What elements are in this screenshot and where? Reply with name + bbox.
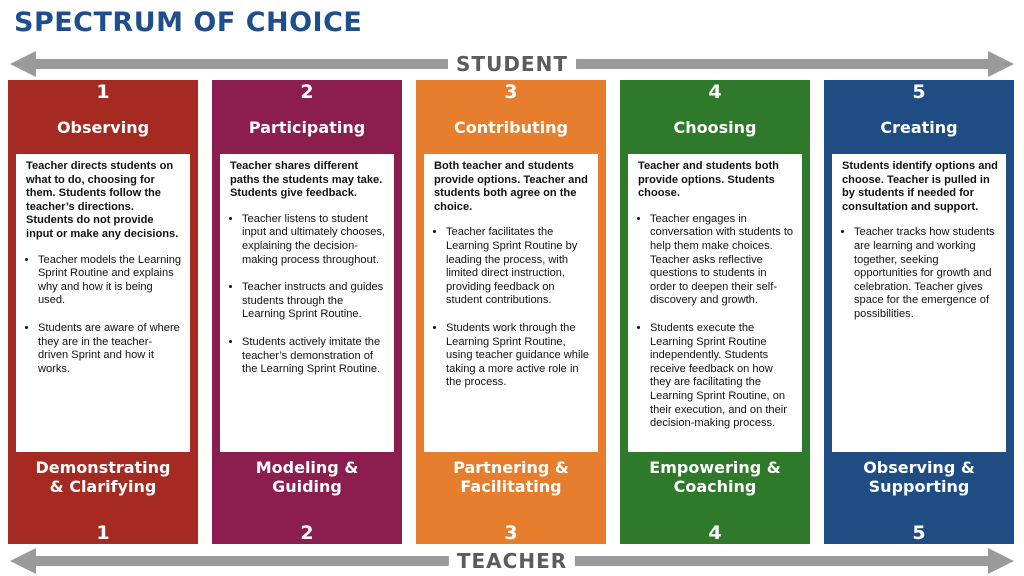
teacher-role-heading: Observing & Supporting	[863, 458, 975, 496]
bullet-item: • Teacher facilitates the Learning Sprint Routine by leading the process, with limited direct instruction, providing feedback on student contributions.	[446, 226, 590, 308]
student-label: STUDENT	[448, 49, 576, 79]
intro-text: Both teacher and students provide options. Teacher and students both agree on the choice.	[434, 160, 588, 213]
bullet-item: • Students actively imitate the teacher’s demonstration of the Learning Sprint Routine.	[242, 336, 386, 377]
column-number-bottom: 3	[504, 522, 518, 544]
intro-text: Teacher and students both provide options. Students choose.	[638, 160, 779, 200]
student-role-heading: Choosing	[673, 118, 757, 137]
description-box	[832, 154, 1006, 452]
bullet-item: • Students are aware of where they are in the teacher-driven Sprint and how it works.	[38, 322, 182, 376]
column-number-bottom: 4	[708, 522, 722, 544]
teacher-role-heading: Empowering & Coaching	[649, 458, 781, 496]
bullet-item: • Students execute the Learning Sprint Routine independently. Students receive feedback on how they are facilitating the Learning Sprint Routine, on their execution, and on their decision-making process.	[650, 322, 794, 431]
student-role-heading: Observing	[56, 118, 150, 137]
teacher-label: TEACHER	[449, 546, 575, 576]
student-arrow	[10, 49, 1014, 79]
teacher-role-heading: Modeling & Guiding	[255, 458, 359, 496]
column-5	[824, 80, 1014, 544]
description-box	[220, 154, 394, 452]
column-number-bottom: 5	[912, 522, 926, 544]
teacher-arrow	[10, 546, 1014, 576]
column-2	[212, 80, 402, 544]
bullet-item: • Students work through the Learning Sprint Routine, using teacher guidance while taking a more active role in the process.	[446, 322, 590, 390]
student-role-heading: Creating	[880, 118, 958, 137]
description-box	[628, 154, 802, 452]
description-box	[16, 154, 190, 452]
intro-text: Teacher directs students on what to do, choosing for them. Students follow the teacher’s directions. Students do not provide input or make any decisions.	[26, 160, 179, 240]
column-number-top: 5	[912, 81, 926, 103]
column-4	[620, 80, 810, 544]
column-3	[416, 80, 606, 544]
column-number-top: 4	[708, 81, 722, 103]
column-1	[8, 80, 198, 544]
page-title: SPECTRUM OF CHOICE	[14, 7, 363, 38]
bullet-item: • Teacher tracks how students are learning and working together, seeking opportunities for growth and celebration. Teacher gives space for the emergence of possibilities.	[854, 226, 998, 321]
column-number-bottom: 2	[300, 522, 314, 544]
description-box	[424, 154, 598, 452]
bullet-item: • Teacher listens to student input and ultimately chooses, explaining the decision-making process throughout.	[242, 213, 386, 267]
student-role-heading: Participating	[248, 118, 366, 137]
column-number-bottom: 1	[96, 522, 110, 544]
bullet-item: • Teacher instructs and guides students through the Learning Sprint Routine.	[242, 281, 386, 322]
intro-text: Teacher shares different paths the students may take. Students give feedback.	[230, 160, 383, 200]
bullet-item: • Teacher models the Learning Sprint Routine and explains why and how it is being used.	[38, 254, 182, 308]
intro-text: Students identify options and choose. Teacher is pulled in by students if needed for consultation and support.	[842, 160, 998, 213]
teacher-role-heading: Partnering & Facilitating	[453, 458, 569, 496]
student-role-heading: Contributing	[454, 118, 568, 137]
column-number-top: 1	[96, 81, 110, 103]
teacher-role-heading: Demonstrating & Clarifying	[35, 458, 171, 496]
column-number-top: 2	[300, 81, 314, 103]
column-number-top: 3	[504, 81, 518, 103]
bullet-item: • Teacher engages in conversation with students to help them make choices. Teacher asks reflective questions to students in order to deepen their self-discovery and growth.	[650, 213, 794, 308]
